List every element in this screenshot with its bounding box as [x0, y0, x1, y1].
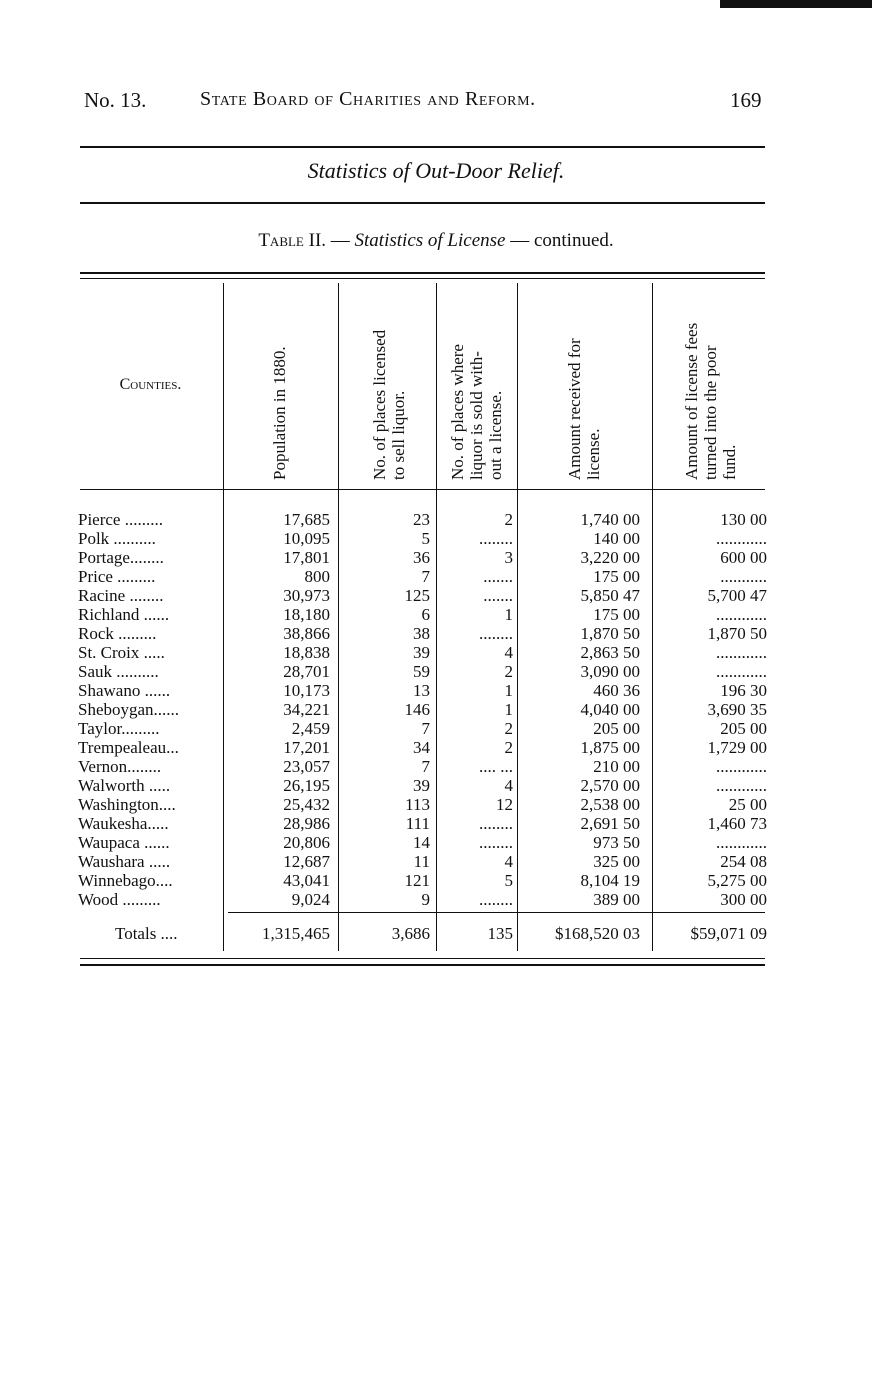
totals-rule	[228, 912, 765, 913]
caption-suffix: — continued.	[505, 230, 614, 251]
section-title: Statistics of Out-Door Relief.	[307, 158, 565, 183]
cell-licensed: 113	[405, 795, 430, 814]
totals-unlicensed: 135	[487, 924, 513, 943]
cell-population: 17,685	[283, 510, 330, 529]
totals-label: Totals ....	[115, 924, 178, 943]
cell-county: Price .........	[78, 567, 156, 586]
cell-population: 18,180	[283, 605, 330, 624]
caption-dash: —	[326, 230, 355, 251]
cell-county: Wood .........	[78, 890, 161, 909]
cell-unlicensed: 4	[504, 852, 513, 871]
cell-licensed: 7	[421, 719, 430, 738]
cell-population: 38,866	[283, 624, 330, 643]
table-row	[0, 852, 872, 871]
table-row	[0, 548, 872, 567]
document-number: No. 13.	[84, 88, 147, 112]
cell-fund: 254 08	[720, 852, 767, 871]
cell-county: Rock .........	[78, 624, 157, 643]
cell-received: 325 00	[593, 852, 640, 871]
page-edge-band	[720, 0, 872, 8]
cell-unlicensed: ........	[479, 529, 513, 548]
cell-unlicensed: 1	[504, 681, 513, 700]
table-row	[0, 586, 872, 605]
cell-licensed: 146	[404, 700, 430, 719]
cell-fund: ............	[716, 529, 767, 548]
table-row	[0, 567, 872, 586]
cell-population: 43,041	[283, 871, 330, 890]
cell-fund: 3,690 35	[707, 700, 767, 719]
cell-population: 20,806	[283, 833, 330, 852]
cell-county: Sheboygan......	[78, 700, 180, 719]
table-row	[0, 833, 872, 852]
col-header-places-unlicensed-line-1: No. of places where	[448, 344, 467, 480]
cell-received: 1,870 50	[580, 624, 640, 643]
col-header-places-licensed-line-1: No. of places licensed	[370, 329, 389, 480]
cell-received: 2,691 50	[580, 814, 640, 833]
table-row	[0, 643, 872, 662]
totals-received: $168,520 03	[555, 924, 640, 943]
cell-population: 2,459	[291, 719, 330, 738]
cell-licensed: 5	[421, 529, 430, 548]
running-title: State Board of Charities and Reform.	[200, 88, 536, 110]
table-row	[0, 871, 872, 890]
cell-county: Walworth .....	[78, 776, 171, 795]
cell-county: Taylor.........	[78, 719, 160, 738]
cell-fund: 205 00	[720, 719, 767, 738]
cell-fund: ............	[716, 605, 767, 624]
cell-received: 5,850 47	[580, 586, 640, 605]
table-row	[0, 700, 872, 719]
cell-unlicensed: .......	[483, 567, 513, 586]
cell-population: 12,687	[283, 852, 330, 871]
cell-fund: 5,700 47	[707, 586, 767, 605]
cell-unlicensed: 2	[504, 719, 513, 738]
cell-population: 10,173	[283, 681, 330, 700]
cell-unlicensed: 4	[504, 776, 513, 795]
totals-population: 1,315,465	[262, 924, 330, 943]
cell-licensed: 121	[404, 871, 430, 890]
cell-unlicensed: 3	[504, 548, 513, 567]
cell-population: 26,195	[283, 776, 330, 795]
cell-county: Polk ..........	[78, 529, 156, 548]
col-header-population	[270, 346, 289, 480]
caption-prefix: Table II.	[258, 230, 327, 251]
table-row	[0, 776, 872, 795]
cell-county: Waupaca ......	[78, 833, 170, 852]
cell-fund: 1,870 50	[707, 624, 767, 643]
cell-unlicensed: 12	[496, 795, 513, 814]
cell-population: 34,221	[283, 700, 330, 719]
table-row	[0, 662, 872, 681]
page-number: 169	[730, 88, 762, 112]
cell-fund: 196 30	[720, 681, 767, 700]
table-row	[0, 757, 872, 776]
col-header-amount-received-line-2: license.	[584, 428, 603, 480]
cell-received: 205 00	[593, 719, 640, 738]
table-row	[0, 681, 872, 700]
cell-county: Richland ......	[78, 605, 170, 624]
table-top-rule-inner	[80, 278, 765, 279]
header-rule-bottom	[80, 202, 765, 204]
col-header-places-unlicensed	[448, 344, 505, 480]
cell-population: 28,986	[283, 814, 330, 833]
cell-county: Vernon........	[78, 757, 162, 776]
cell-county: Racine ........	[78, 586, 164, 605]
cell-unlicensed: 2	[504, 510, 513, 529]
table-row	[0, 624, 872, 643]
cell-unlicensed: ........	[479, 890, 513, 909]
table-top-rule	[80, 272, 765, 274]
cell-licensed: 23	[413, 510, 430, 529]
caption-italic: Statistics of License	[354, 230, 506, 251]
table-row	[0, 795, 872, 814]
cell-county: Sauk ..........	[78, 662, 159, 681]
cell-licensed: 6	[421, 605, 430, 624]
cell-population: 17,801	[283, 548, 330, 567]
cell-licensed: 11	[413, 852, 430, 871]
cell-licensed: 7	[421, 567, 430, 586]
cell-unlicensed: ........	[479, 624, 513, 643]
cell-fund: 600 00	[720, 548, 767, 567]
cell-county: Waukesha.....	[78, 814, 169, 833]
table-row	[0, 529, 872, 548]
cell-licensed: 38	[413, 624, 430, 643]
cell-county: Waushara .....	[78, 852, 171, 871]
cell-unlicensed: 4	[504, 643, 513, 662]
col-header-places-unlicensed-line-2: liquor is sold with-	[467, 351, 486, 480]
cell-fund: ............	[716, 833, 767, 852]
cell-county: Winnebago....	[78, 871, 173, 890]
cell-received: 2,863 50	[580, 643, 640, 662]
table-row	[0, 890, 872, 909]
cell-fund: 300 00	[720, 890, 767, 909]
cell-received: 3,220 00	[580, 548, 640, 567]
cell-received: 8,104 19	[580, 871, 640, 890]
cell-population: 800	[304, 567, 330, 586]
cell-received: 175 00	[593, 605, 640, 624]
cell-population: 17,201	[283, 738, 330, 757]
table-row	[0, 719, 872, 738]
cell-population: 9,024	[291, 890, 330, 909]
cell-licensed: 14	[413, 833, 430, 852]
col-header-amount-received	[565, 338, 603, 480]
cell-fund: 1,729 00	[707, 738, 767, 757]
cell-county: Trempealeau...	[78, 738, 179, 757]
cell-population: 30,973	[283, 586, 330, 605]
cell-population: 28,701	[283, 662, 330, 681]
cell-received: 2,538 00	[580, 795, 640, 814]
cell-fund: 5,275 00	[707, 871, 767, 890]
cell-received: 389 00	[593, 890, 640, 909]
col-header-places-licensed	[370, 330, 408, 480]
col-header-amount-received-line-1: Amount received for	[565, 338, 584, 480]
cell-unlicensed: 2	[504, 738, 513, 757]
cell-county: Portage........	[78, 548, 164, 567]
cell-received: 3,090 00	[580, 662, 640, 681]
cell-unlicensed: .... ...	[479, 757, 513, 776]
cell-received: 2,570 00	[580, 776, 640, 795]
cell-licensed: 125	[404, 586, 430, 605]
table-bottom-rule-inner	[80, 958, 765, 959]
cell-county: Washington....	[78, 795, 176, 814]
cell-licensed: 13	[413, 681, 430, 700]
table-row	[0, 814, 872, 833]
col-header-places-licensed-line-2: to sell liquor.	[389, 390, 408, 480]
cell-received: 4,040 00	[580, 700, 640, 719]
totals-row	[0, 924, 872, 943]
table-caption	[0, 230, 872, 252]
cell-unlicensed: 1	[504, 605, 513, 624]
cell-licensed: 7	[421, 757, 430, 776]
header-rule-top	[80, 146, 765, 148]
cell-received: 210 00	[593, 757, 640, 776]
cell-received: 1,875 00	[580, 738, 640, 757]
table-row	[0, 738, 872, 757]
cell-population: 18,838	[283, 643, 330, 662]
cell-fund: ...........	[720, 567, 767, 586]
col-header-amount-fund-line-1: Amount of license fees	[682, 322, 701, 480]
cell-unlicensed: 1	[504, 700, 513, 719]
cell-fund: ............	[716, 662, 767, 681]
cell-received: 460 36	[593, 681, 640, 700]
cell-licensed: 59	[413, 662, 430, 681]
totals-fund: $59,071 09	[690, 924, 767, 943]
cell-unlicensed: ........	[479, 833, 513, 852]
col-header-counties: Counties.	[119, 376, 182, 393]
cell-unlicensed: ........	[479, 814, 513, 833]
cell-fund: ............	[716, 643, 767, 662]
col-header-amount-fund	[682, 323, 739, 480]
col-header-amount-fund-line-3: fund.	[720, 444, 739, 480]
cell-received: 140 00	[593, 529, 640, 548]
cell-licensed: 39	[413, 776, 430, 795]
cell-unlicensed: .......	[483, 586, 513, 605]
cell-received: 1,740 00	[580, 510, 640, 529]
cell-county: Pierce .........	[78, 510, 163, 529]
table-row	[0, 605, 872, 624]
col-header-population-line: Population in 1880.	[270, 346, 289, 480]
header-bottom-rule	[80, 489, 765, 490]
cell-population: 10,095	[283, 529, 330, 548]
cell-received: 973 50	[593, 833, 640, 852]
cell-received: 175 00	[593, 567, 640, 586]
cell-licensed: 39	[413, 643, 430, 662]
cell-unlicensed: 5	[504, 871, 513, 890]
table-row	[0, 510, 872, 529]
cell-fund: 25 00	[728, 795, 767, 814]
cell-licensed: 9	[421, 890, 430, 909]
col-header-amount-fund-line-2: turned into the poor	[701, 345, 720, 480]
cell-fund: 130 00	[720, 510, 767, 529]
cell-licensed: 34	[413, 738, 430, 757]
cell-population: 23,057	[283, 757, 330, 776]
cell-fund: ............	[716, 776, 767, 795]
totals-licensed: 3,686	[391, 924, 430, 943]
table-bottom-rule	[80, 964, 765, 966]
cell-licensed: 111	[405, 814, 430, 833]
col-header-places-unlicensed-line-3: out a license.	[486, 390, 505, 480]
cell-county: St. Croix .....	[78, 643, 165, 662]
cell-licensed: 36	[413, 548, 430, 567]
cell-county: Shawano ......	[78, 681, 171, 700]
cell-fund: ............	[716, 757, 767, 776]
cell-population: 25,432	[283, 795, 330, 814]
cell-unlicensed: 2	[504, 662, 513, 681]
cell-fund: 1,460 73	[707, 814, 767, 833]
